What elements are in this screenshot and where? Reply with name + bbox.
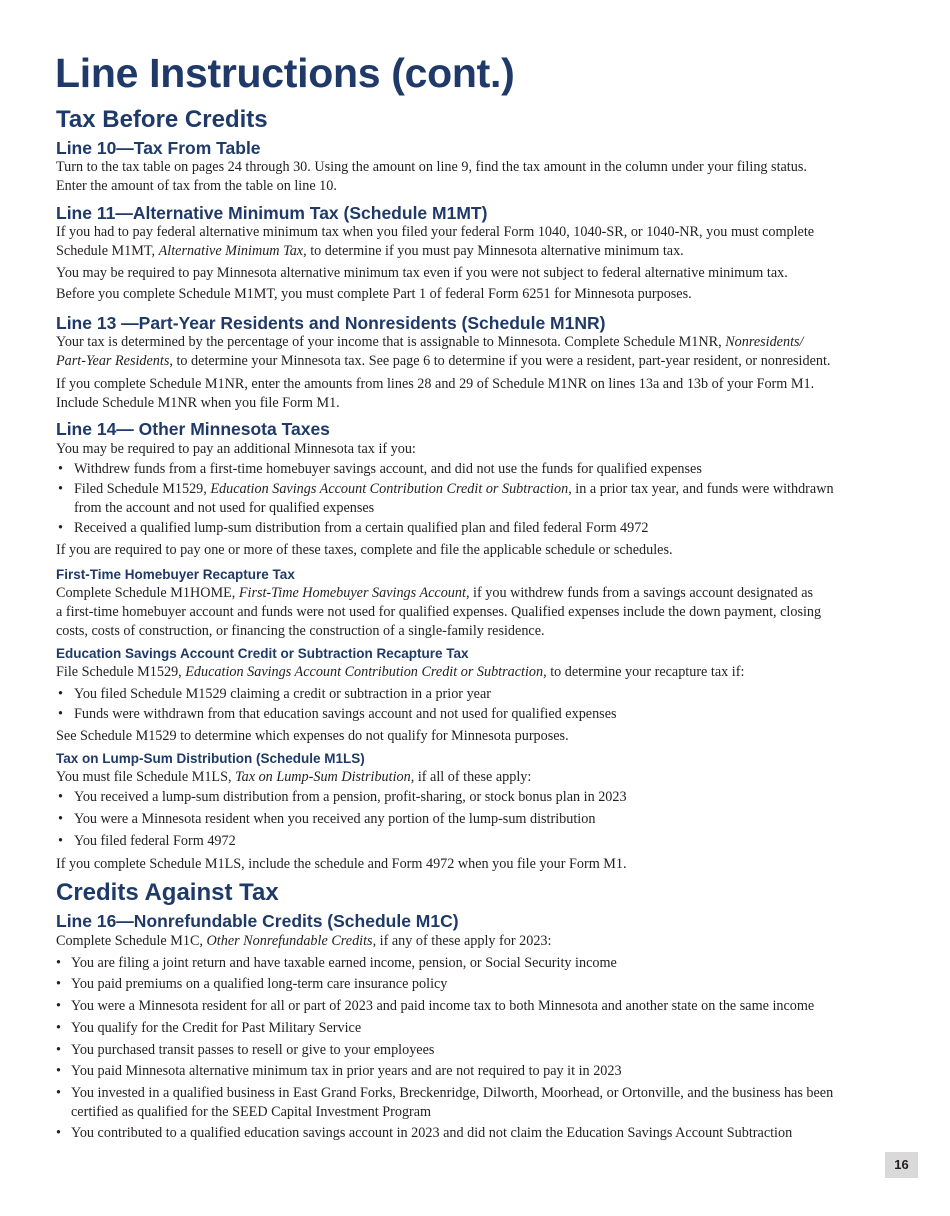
line-11-paragraph: If you had to pay federal alternative minimum tax when you filed your federal Form 1040, 1040-SR, or 1040-NR, you must complete <box>56 224 815 240</box>
bullet-icon: • <box>58 833 63 849</box>
list-item: • You were a Minnesota resident for all or part of 2023 and paid income tax to both Minnesota and another state on the same income <box>56 998 815 1014</box>
list-item: • You contributed to a qualified education savings account in 2023 and did not claim the Education Savings Account Subtraction <box>56 1125 793 1141</box>
esa-subheading: Education Savings Account Credit or Subtraction Recapture Tax <box>56 646 469 661</box>
line-10-paragraph: Enter the amount of tax from the table on line 10. <box>56 178 337 194</box>
fthb-paragraph: a first-time homebuyer account and funds were not used for qualified expenses. Qualified expenses include the down payment, closing <box>56 604 822 620</box>
section-heading-credits-against-tax: Credits Against Tax <box>56 879 279 906</box>
bullet-icon: • <box>56 1063 61 1079</box>
list-item: • You qualify for the Credit for Past Military Service <box>56 1020 362 1036</box>
line-14-intro: You may be required to pay an additional Minnesota tax if you: <box>56 441 416 457</box>
bullet-icon: • <box>56 1042 61 1058</box>
list-item: • You paid premiums on a qualified long-term care insurance policy <box>56 976 448 992</box>
bullet-icon: • <box>56 1020 61 1036</box>
list-item: • You are filing a joint return and have taxable earned income, pension, or Social Security income <box>56 955 617 971</box>
list-item: • Filed Schedule M1529, Education Savings Account Contribution Credit or Subtraction, in a prior tax year, and funds were withdrawn <box>58 481 834 497</box>
bullet-icon: • <box>58 520 63 536</box>
page-number: 16 <box>885 1152 918 1178</box>
line-13-heading: Line 13 —Part-Year Residents and Nonresidents (Schedule M1NR) <box>56 313 606 333</box>
list-item: • You were a Minnesota resident when you received any portion of the lump-sum distribution <box>58 811 596 827</box>
bullet-icon: • <box>56 1125 61 1141</box>
list-item: • You paid Minnesota alternative minimum tax in prior years and are not required to pay it in 2023 <box>56 1063 622 1079</box>
line-14-outro: If you are required to pay one or more of these taxes, complete and file the applicable schedule or schedules. <box>56 542 673 558</box>
fthb-paragraph: costs, costs of construction, or financing the construction of a single-family residence. <box>56 623 545 639</box>
lsd-paragraph: You must file Schedule M1LS, Tax on Lump-Sum Distribution, if all of these apply: <box>56 769 532 785</box>
list-item: • Funds were withdrawn from that education savings account and not used for qualified expenses <box>58 706 617 722</box>
esa-paragraph: File Schedule M1529, Education Savings Account Contribution Credit or Subtraction, to determine your recapture tax if: <box>56 664 745 680</box>
line-11-paragraph: Before you complete Schedule M1MT, you must complete Part 1 of federal Form 6251 for Minnesota purposes. <box>56 286 692 302</box>
list-item-continuation: certified as qualified for the SEED Capital Investment Program <box>71 1104 432 1120</box>
bullet-icon: • <box>56 1085 61 1101</box>
line-13-paragraph: If you complete Schedule M1NR, enter the amounts from lines 28 and 29 of Schedule M1NR on lines 13a and 13b of your Form M1. <box>56 376 815 392</box>
esa-outro: See Schedule M1529 to determine which expenses do not qualify for Minnesota purposes. <box>56 728 569 744</box>
line-13-paragraph: Include Schedule M1NR when you file Form M1. <box>56 395 340 411</box>
line-13-paragraph: Part-Year Residents, to determine your Minnesota tax. See page 6 to determine if you were a resident, part-year resident, or nonresident. <box>56 353 831 369</box>
list-item: • You purchased transit passes to resell or give to your employees <box>56 1042 435 1058</box>
bullet-icon: • <box>58 481 63 497</box>
line-10-heading: Line 10—Tax From Table <box>56 138 261 158</box>
line-11-heading: Line 11—Alternative Minimum Tax (Schedule M1MT) <box>56 203 488 223</box>
list-item: • Received a qualified lump-sum distribution from a certain qualified plan and filed federal Form 4972 <box>58 520 649 536</box>
line-11-paragraph: Schedule M1MT, Alternative Minimum Tax, to determine if you must pay Minnesota alternative minimum tax. <box>56 243 684 259</box>
section-heading-tax-before-credits: Tax Before Credits <box>56 106 268 133</box>
bullet-icon: • <box>58 686 63 702</box>
list-item-continuation: from the account and not used for qualified expenses <box>74 500 375 516</box>
list-item: • You invested in a qualified business in East Grand Forks, Breckenridge, Dilworth, Moorhead, or Ortonville, and the business has been <box>56 1085 834 1101</box>
lsd-subheading: Tax on Lump-Sum Distribution (Schedule M1LS) <box>56 751 365 766</box>
line-14-heading: Line 14— Other Minnesota Taxes <box>56 419 330 439</box>
bullet-icon: • <box>58 706 63 722</box>
lsd-outro: If you complete Schedule M1LS, include the schedule and Form 4972 when you file your Form M1. <box>56 856 627 872</box>
list-item: • Withdrew funds from a first-time homebuyer savings account, and did not use the funds for qualified expenses <box>58 461 702 477</box>
list-item: • You received a lump-sum distribution from a pension, profit-sharing, or stock bonus plan in 2023 <box>58 789 627 805</box>
line-16-heading: Line 16—Nonrefundable Credits (Schedule M1C) <box>56 911 459 931</box>
line-16-intro: Complete Schedule M1C, Other Nonrefundable Credits, if any of these apply for 2023: <box>56 933 552 949</box>
line-11-paragraph: You may be required to pay Minnesota alternative minimum tax even if you were not subject to federal alternative minimum tax. <box>56 265 788 281</box>
bullet-icon: • <box>58 461 63 477</box>
bullet-icon: • <box>56 998 61 1014</box>
bullet-icon: • <box>58 789 63 805</box>
fthb-subheading: First-Time Homebuyer Recapture Tax <box>56 567 295 582</box>
line-13-paragraph: Your tax is determined by the percentage of your income that is assignable to Minnesota. Complete Schedule M1NR, Nonresidents/ <box>56 334 804 350</box>
bullet-icon: • <box>58 811 63 827</box>
fthb-paragraph: Complete Schedule M1HOME, First-Time Homebuyer Savings Account, if you withdrew funds from a savings account designated as <box>56 585 814 601</box>
list-item: • You filed federal Form 4972 <box>58 833 236 849</box>
page-title: Line Instructions (cont.) <box>55 50 515 96</box>
bullet-icon: • <box>56 976 61 992</box>
bullet-icon: • <box>56 955 61 971</box>
list-item: • You filed Schedule M1529 claiming a credit or subtraction in a prior year <box>58 686 491 702</box>
line-10-paragraph: Turn to the tax table on pages 24 through 30. Using the amount on line 9, find the tax amount in the column under your filing status. <box>56 159 807 175</box>
